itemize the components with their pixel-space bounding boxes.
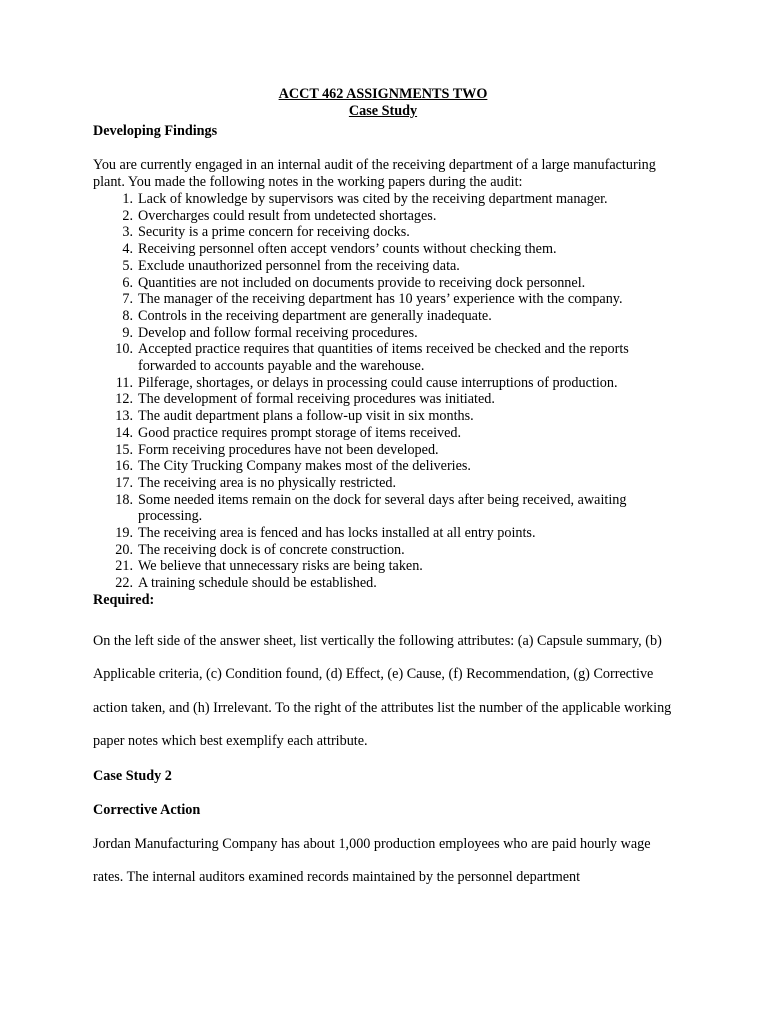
note-item — [93, 375, 683, 392]
note-number: 11. — [115, 374, 133, 391]
note-item — [93, 558, 683, 575]
note-text: Security is a prime concern for receiving docks. — [138, 224, 410, 241]
note-text: The audit department plans a follow-up visit in six months. — [138, 408, 474, 425]
note-number: 6. — [122, 274, 133, 291]
note-number: 21. — [115, 558, 133, 575]
note-number: 4. — [122, 241, 133, 258]
assignment-title: ACCT 462 ASSIGNMENTS TWO — [278, 86, 488, 102]
note-text: The manager of the receiving department has 10 years’ experience with the company. — [138, 291, 623, 308]
note-number: 8. — [122, 307, 133, 324]
note-text: Good practice requires prompt storage of items received. — [138, 424, 462, 441]
note-item — [93, 425, 683, 442]
document-page — [93, 86, 683, 894]
note-text: The receiving area is no physically restricted. — [138, 474, 397, 491]
note-text: The development of formal receiving procedures was initiated. — [138, 391, 495, 408]
note-item — [93, 241, 683, 258]
note-text: Quantities are not included on documents provide to receiving dock personnel. — [138, 274, 586, 291]
note-number: 13. — [115, 408, 133, 425]
note-number: 5. — [122, 257, 133, 274]
note-item — [93, 208, 683, 225]
note-number: 22. — [115, 575, 133, 592]
note-text: Receiving personnel often accept vendors’ counts without checking them. — [138, 241, 557, 258]
note-text: A training schedule should be established. — [138, 575, 377, 592]
note-item — [93, 492, 683, 525]
note-item — [93, 258, 683, 275]
note-text: The City Trucking Company makes most of the deliveries. — [138, 458, 471, 475]
note-item — [93, 191, 683, 208]
case-study-2-heading: Case Study 2 — [93, 767, 172, 784]
note-number: 3. — [122, 224, 133, 241]
note-item — [93, 525, 683, 542]
note-text: Develop and follow formal receiving procedures. — [138, 324, 418, 341]
note-number: 17. — [115, 474, 133, 491]
note-item — [93, 291, 683, 308]
note-number: 16. — [115, 458, 133, 475]
note-number: 18. — [115, 491, 133, 508]
note-item — [93, 575, 683, 592]
note-number: 2. — [122, 207, 133, 224]
note-item — [93, 475, 683, 492]
note-item — [93, 442, 683, 459]
note-text: Form receiving procedures have not been developed. — [138, 441, 439, 458]
note-text: The receiving area is fenced and has locks installed at all entry points. — [138, 525, 536, 542]
developing-findings-heading: Developing Findings — [93, 123, 218, 139]
document-title — [93, 86, 673, 120]
case-study-subtitle: Case Study — [348, 103, 418, 119]
note-text: We believe that unnecessary risks are being taken. — [138, 558, 423, 575]
note-item — [93, 542, 683, 559]
note-item — [93, 458, 683, 475]
note-item — [93, 391, 683, 408]
note-number: 12. — [115, 391, 133, 408]
required-paragraph: On the left side of the answer sheet, list vertically the following attributes: (a) Capsule summary, (b) Applicable criteria, (c) Condition found, (d) Effect, (e) Cause, (f) Recommendation, (g) Corrective action taken, and (h) Irrelevant. To the right of the attributes list the number of the applicable working paper notes which best exemplify each attribute. — [93, 632, 672, 750]
note-number: 15. — [115, 441, 133, 458]
note-item — [93, 308, 683, 325]
note-text: Exclude unauthorized personnel from the receiving data. — [138, 257, 460, 274]
note-text: The receiving dock is of concrete construction. — [138, 541, 405, 558]
note-item — [93, 224, 683, 241]
note-item — [93, 275, 683, 292]
note-number: 7. — [122, 291, 133, 308]
note-number: 1. — [122, 191, 133, 207]
jordan-paragraph: Jordan Manufacturing Company has about 1,000 production employees who are paid hourly wage rates. The internal auditors examined records maintained by the personnel department — [93, 835, 651, 885]
note-text: Overcharges could result from undetected shortages. — [138, 207, 437, 224]
note-number: 10. — [115, 341, 133, 358]
note-text: Controls in the receiving department are generally inadequate. — [138, 307, 492, 324]
note-item — [93, 325, 683, 342]
note-number: 19. — [115, 525, 133, 542]
note-number: 20. — [115, 541, 133, 558]
working-paper-notes-list — [93, 191, 683, 592]
corrective-action-heading: Corrective Action — [93, 801, 201, 818]
note-item — [93, 341, 683, 374]
note-text: Lack of knowledge by supervisors was cited by the receiving department manager. — [138, 191, 608, 207]
note-text: Some needed items remain on the dock for several days after being received, awaiting processing. — [138, 491, 627, 525]
note-number: 14. — [115, 424, 133, 441]
note-item — [93, 408, 683, 425]
note-number: 9. — [122, 324, 133, 341]
required-heading: Required: — [93, 591, 155, 608]
note-text: Accepted practice requires that quantities of items received be checked and the reports forwarded to accounts payable and the warehouse. — [138, 341, 629, 375]
note-text: Pilferage, shortages, or delays in processing could cause interruptions of production. — [138, 374, 618, 391]
intro-paragraph: You are currently engaged in an internal audit of the receiving department of a large manufacturing plant. You made the following notes in the working papers during the audit: — [93, 157, 656, 190]
